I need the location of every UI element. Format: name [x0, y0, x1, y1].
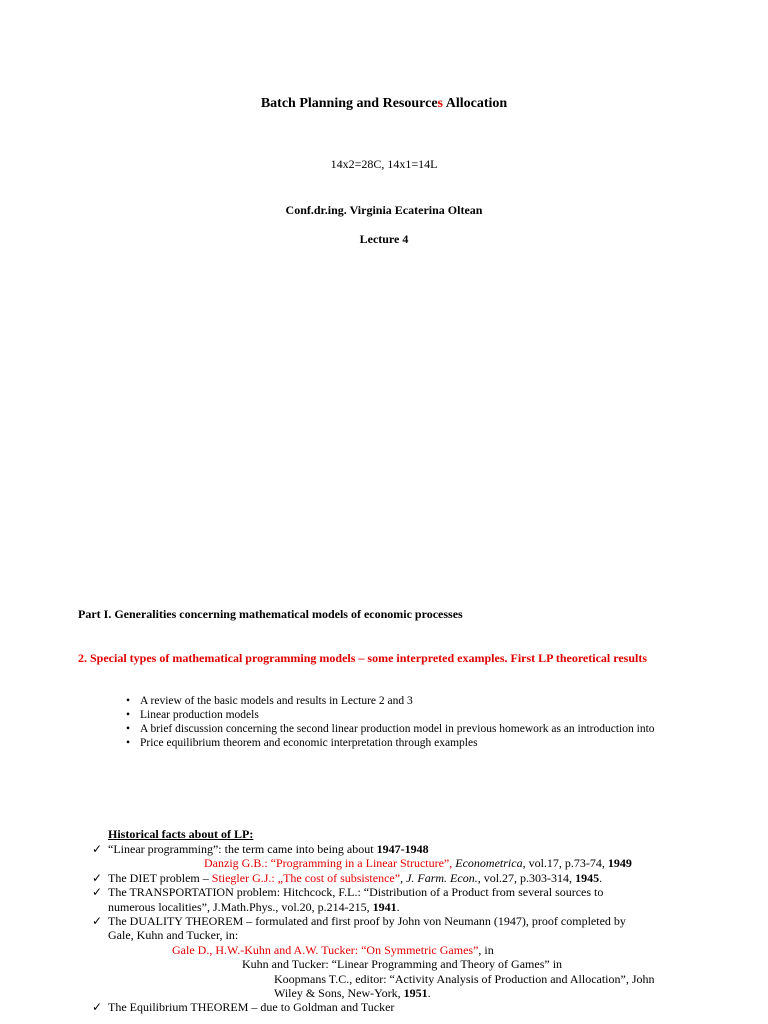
list-item: • Price equilibrium theorem and economic interpretation through examples [126, 736, 706, 750]
part-heading: Part I. Generalities concerning mathematical models of economic processes [78, 607, 463, 621]
checkmark-icon: ✓ [92, 885, 103, 900]
history-reference-kuhn-tucker: Kuhn and Tucker: “Linear Programming and Theory of Games” in [242, 957, 563, 972]
history-reference-koopmans: Koopmans T.C., editor: “Activity Analysis of Production and Allocation”, John [274, 971, 655, 986]
document-title [0, 96, 768, 112]
history-item-equilibrium: ✓ The Equilibrium THEOREM – due to Goldman and Tucker [92, 1000, 395, 1015]
historical-facts-list [92, 842, 712, 1015]
lecture-number: Lecture 4 [359, 232, 409, 246]
history-reference-danzig: Danzig G.B.: “Programming in a Linear Structure”, Econometrica, vol.17, p.73-74, 1949 [204, 856, 632, 871]
title-text-end: Allocation [443, 96, 508, 111]
history-reference-gale: Gale D., H.W.-Kuhn and A.W. Tucker: “On Symmetric Games”, in [172, 942, 494, 957]
checkmark-icon: ✓ [92, 914, 103, 929]
history-item-lp-term: ✓ “Linear programming”: the term came into being about 1947-1948 [92, 842, 429, 856]
history-item-duality: ✓ The DUALITY THEOREM – formulated and first proof by John von Neumann (1947), proof completed by Gale, Kuhn and Tucker, in: [92, 914, 626, 943]
title-red-letter: s [437, 96, 443, 111]
checkmark-icon: ✓ [92, 870, 103, 885]
checkmark-icon: ✓ [92, 1000, 103, 1015]
topic-list [126, 694, 706, 750]
section-heading: 2. Special types of mathematical programming models – some interpreted examples. First LP theoretical results [78, 651, 648, 665]
history-item-diet: ✓ The DIET problem – Stiegler G.J.: „The cost of subsistence”, J. Farm. Econ., vol.27, p.303-314, 1945. [92, 870, 603, 885]
course-code: 14x2=28C, 14x1=14L [330, 157, 438, 171]
checkmark-icon: ✓ [92, 842, 103, 856]
historical-facts-heading: Historical facts about of LP: [108, 827, 254, 841]
history-reference-publisher: Wiley & Sons, New-York, 1951. [274, 986, 431, 1001]
author-name: Conf.dr.ing. Virginia Ecaterina Oltean [285, 203, 483, 217]
list-item: • A brief discussion concerning the second linear production model in previous homework as an introduction into [126, 722, 706, 736]
history-item-transportation: ✓ The TRANSPORTATION problem: Hitchcock, F.L.: “Distribution of a Product from several sources to numerous localities”, J.Math.Phys., vol.20, p.214-215, 1941. [92, 885, 604, 914]
title-text: Batch Planning and Resource [260, 96, 438, 111]
list-item: • A review of the basic models and results in Lecture 2 and 3 [126, 694, 706, 708]
list-item: • Linear production models [126, 708, 706, 722]
